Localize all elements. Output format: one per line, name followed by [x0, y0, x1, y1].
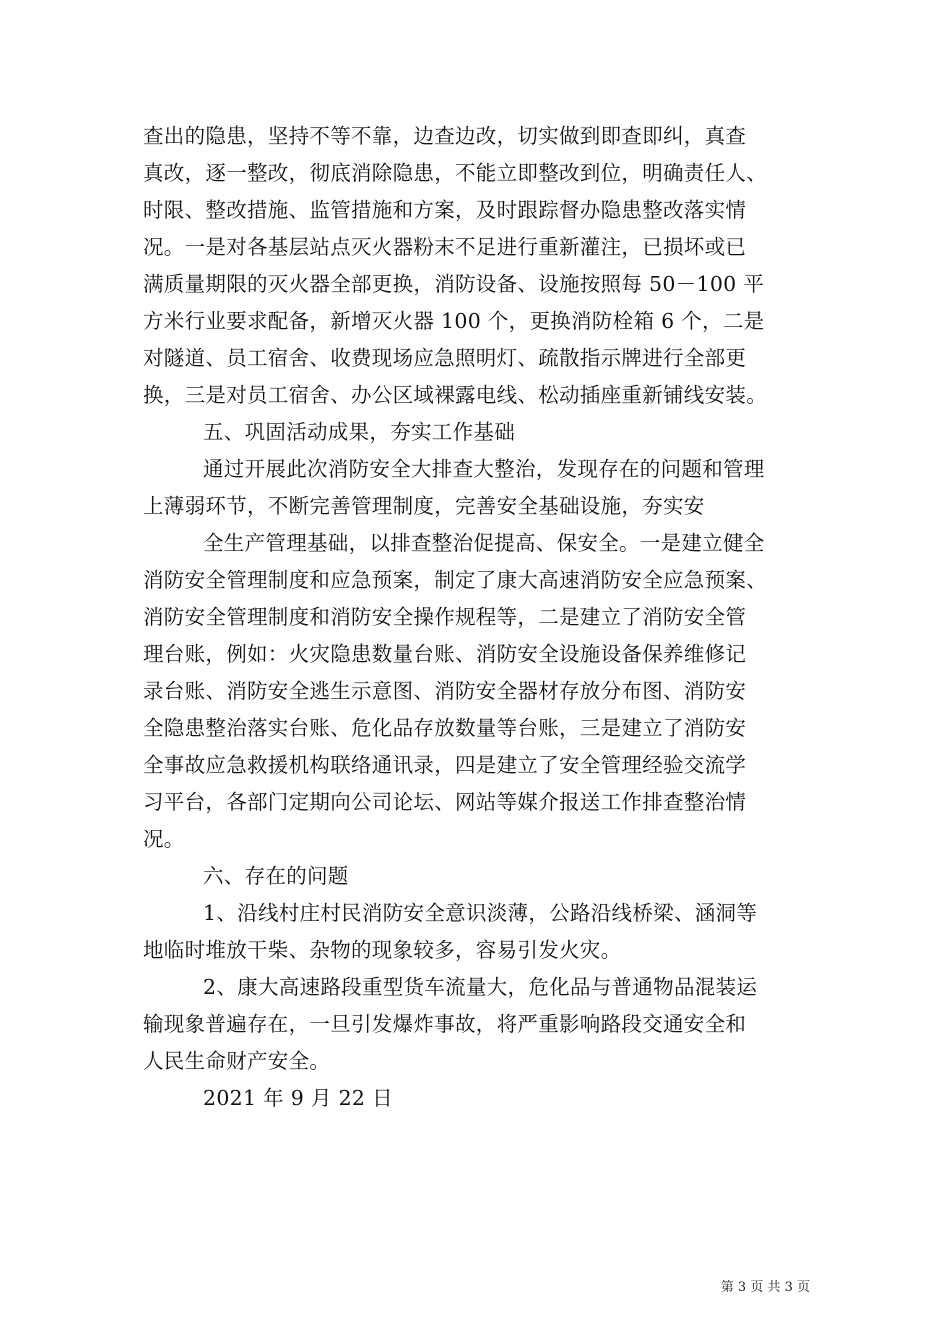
section-heading-six: 六、存在的问题	[203, 864, 349, 888]
text-line: 理台账，例如：火灾隐患数量台账、消防安全设施设备保养维修记	[143, 642, 747, 666]
document-date: 2021 年 9 月 22 日	[203, 1086, 393, 1110]
text-line: 全生产管理基础，以排查整治促提高、保安全。一是建立健全	[203, 531, 765, 555]
problem-item-2: 2、康大高速路段重型货车流量大，危化品与普通物品混装运	[203, 975, 758, 999]
text-line: 全事故应急救援机构联络通讯录，四是建立了安全管理经验交流学	[143, 753, 747, 777]
text-line: 对隧道、员工宿舍、收费现场应急照明灯、疏散指示牌进行全部更	[143, 346, 747, 370]
text-line: 真改，逐一整改，彻底消除隐患，不能立即整改到位，明确责任人、	[143, 161, 767, 185]
text-line: 满质量期限的灭火器全部更换，消防设备、设施按照每 50－100 平	[143, 272, 765, 296]
body-text	[143, 118, 813, 1117]
document-body	[143, 118, 813, 1117]
text-line: 地临时堆放干柴、杂物的现象较多，容易引发火灾。	[143, 938, 622, 962]
text-line: 通过开展此次消防安全大排查大整治，发现存在的问题和管理	[203, 457, 765, 481]
text-line: 上薄弱环节，不断完善管理制度，完善安全基础设施，夯实安	[143, 494, 705, 518]
text-line: 况。	[143, 827, 185, 851]
text-line: 查出的隐患，坚持不等不靠，边查边改，切实做到即查即纠，真查	[143, 124, 747, 148]
problem-item-1: 1、沿线村庄村民消防安全意识淡薄，公路沿线桥梁、涵洞等	[203, 901, 758, 925]
text-line: 方米行业要求配备，新增灭火器 100 个，更换消防栓箱 6 个，二是	[143, 309, 765, 333]
text-line: 消防安全管理制度和应急预案，制定了康大高速消防安全应急预案、	[143, 568, 767, 592]
text-line: 习平台，各部门定期向公司论坛、网站等媒介报送工作排查整治情	[143, 790, 747, 814]
text-line: 消防安全管理制度和消防安全操作规程等，二是建立了消防安全管	[143, 605, 747, 629]
text-line: 录台账、消防安全逃生示意图、消防安全器材存放分布图、消防安	[143, 679, 747, 703]
text-line: 人民生命财产安全。	[143, 1049, 331, 1073]
text-line: 时限、整改措施、监管措施和方案，及时跟踪督办隐患整改落实情	[143, 198, 747, 222]
text-line: 输现象普遍存在，一旦引发爆炸事故，将严重影响路段交通安全和	[143, 1012, 747, 1036]
text-line: 况。一是对各基层站点灭火器粉末不足进行重新灌注，已损坏或已	[143, 235, 747, 259]
text-line: 换，三是对员工宿舍、办公区域裸露电线、松动插座重新铺线安装。	[143, 383, 767, 407]
text-line: 全隐患整治落实台账、危化品存放数量等台账，三是建立了消防安	[143, 716, 747, 740]
section-heading-five: 五、巩固活动成果，夯实工作基础	[203, 420, 515, 444]
page-number: 第 3 页 共 3 页	[720, 1280, 810, 1295]
